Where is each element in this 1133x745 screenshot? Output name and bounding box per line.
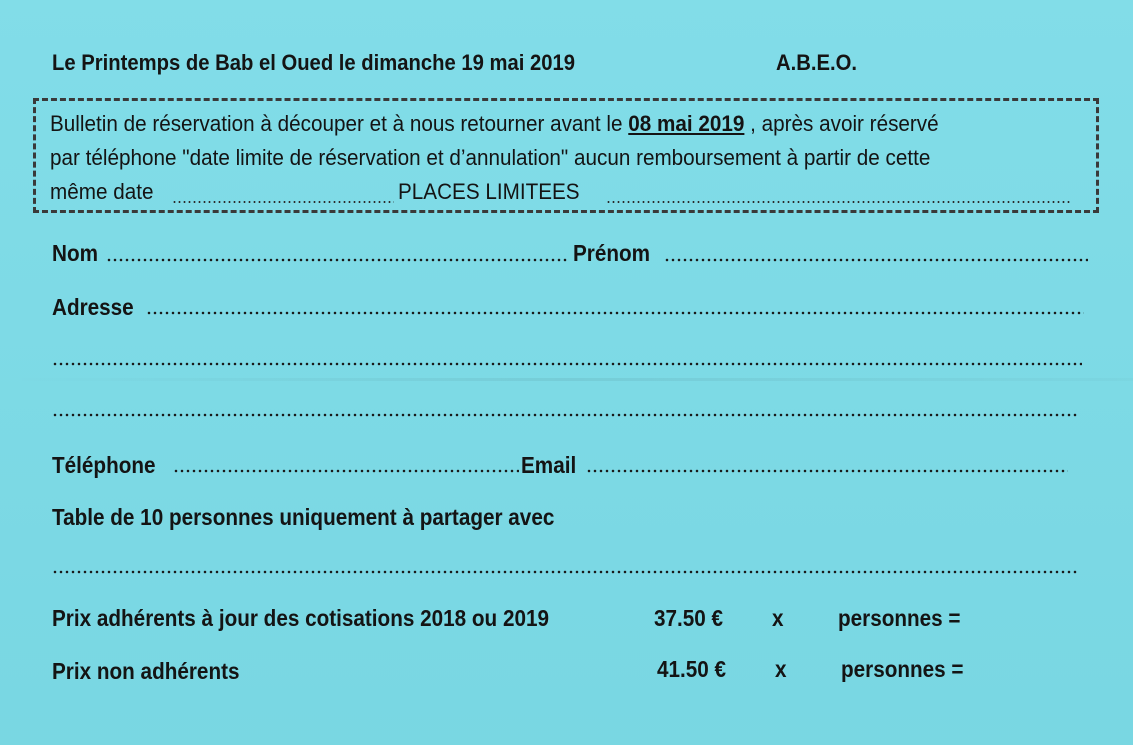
- event-title: Le Printemps de Bab el Oued le dimanche 19 mai 2019: [52, 50, 576, 75]
- email-field[interactable]: [586, 469, 1068, 473]
- nom-field[interactable]: [106, 258, 568, 262]
- prenom-field[interactable]: [664, 258, 1088, 262]
- adresse-field-1[interactable]: [146, 311, 1084, 315]
- paper-fold: [0, 378, 1133, 381]
- members-persons: personnes =: [838, 605, 961, 631]
- adresse-field-3[interactable]: [52, 413, 1078, 417]
- members-price-label: Prix adhérents à jour des cotisations 2018 ou 2019: [52, 605, 550, 631]
- nonmembers-persons: personnes =: [841, 656, 964, 682]
- nonmembers-times: x: [775, 656, 787, 682]
- table-label: Table de 10 personnes uniquement à partager avec: [52, 504, 555, 530]
- nom-label: Nom: [52, 240, 99, 266]
- organisation-name: A.B.E.O.: [776, 50, 857, 75]
- notice-line-3: même date: [50, 179, 154, 204]
- adresse-label: Adresse: [52, 294, 134, 320]
- notice-dots-2: [606, 200, 1070, 204]
- notice-line-1: Bulletin de réservation à découper et à nous retourner avant le 08 mai 2019 , après avoir réservé: [50, 111, 939, 136]
- notice-line-2: par téléphone "date limite de réservation et d’annulation" aucun remboursement à partir de cette: [50, 145, 931, 170]
- members-times: x: [772, 605, 784, 631]
- telephone-field[interactable]: [173, 469, 519, 473]
- table-field[interactable]: [52, 570, 1078, 574]
- nonmembers-price: 41.50 €: [657, 656, 727, 682]
- telephone-label: Téléphone: [52, 452, 156, 478]
- prenom-label: Prénom: [573, 240, 651, 266]
- email-label: Email: [521, 452, 577, 478]
- notice-dots-1: [172, 200, 394, 204]
- members-price: 37.50 €: [654, 605, 724, 631]
- adresse-field-2[interactable]: [52, 362, 1082, 366]
- limited-places-text: PLACES LIMITEES: [398, 179, 580, 204]
- deadline-date: 08 mai 2019: [628, 111, 745, 136]
- nonmembers-price-label: Prix non adhérents: [52, 658, 240, 684]
